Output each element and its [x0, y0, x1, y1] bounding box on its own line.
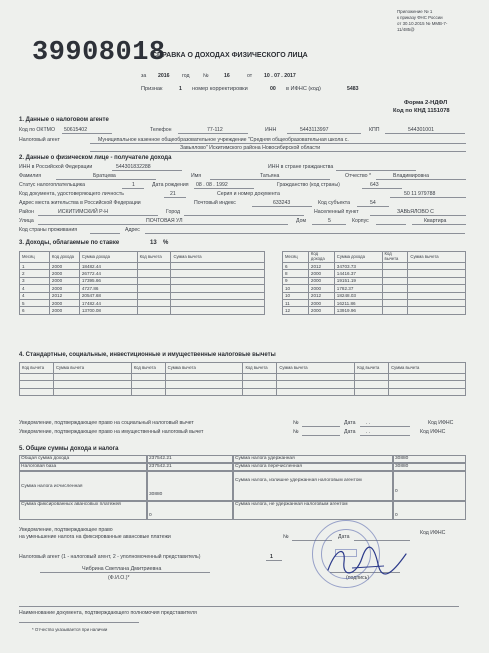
fixed-adv-value: 0 [147, 501, 233, 520]
cell-month: 10 [283, 285, 309, 292]
section1-heading: 1. Данные о налоговом агенте [19, 117, 109, 123]
notice-social-label: Уведомление, подтверждающее право на социальный налоговый вычет [19, 420, 194, 426]
section5-heading: 5. Общие суммы дохода и налога [19, 446, 119, 452]
tax-calc-value: 30880 [147, 471, 233, 501]
cell-month: 9 [283, 277, 309, 284]
birth-value: 08 . 08 . 1992 [196, 182, 228, 188]
authority-doc-label: Наименование документа, подтверждающего полномочия представителя [19, 610, 197, 616]
col-deduction-code: Код вычета [382, 252, 408, 263]
cell-sum: 4727.86 [79, 285, 137, 292]
cell-sum: 17395.66 [79, 277, 137, 284]
fixed-notice-line1: Уведомление, подтверждающее право [19, 527, 113, 533]
document-title: СПРАВКА О ДОХОДАХ ФИЗИЧЕСКОГО ЛИЦА [152, 52, 308, 59]
birth-label: Дата рождения [152, 182, 189, 188]
cell-month: 12 [283, 307, 309, 314]
year-prefix: за [141, 73, 147, 79]
cell-code: 2012 [308, 292, 334, 299]
country-label: Код страны проживания [19, 227, 78, 233]
cell-sum: 14416.37 [334, 270, 382, 277]
col-income-sum: Сумма дохода [79, 252, 137, 263]
street-label: Улица [19, 218, 34, 224]
section3-heading: 3. Доходы, облагаемые по ставке [19, 240, 120, 246]
status-label: Статус налогоплательщика [19, 182, 86, 188]
district-value: ИСКИТИМСКИЙ Р-Н [58, 209, 109, 215]
cell-code: 2000 [308, 299, 334, 306]
tax-withheld-value: 30880 [393, 455, 466, 463]
notice-property-label: Уведомление, подтверждающее право на имущественный налоговый вычет [19, 429, 204, 435]
table-row [283, 299, 466, 306]
table-row [20, 299, 265, 306]
cell-sum: 18482.44 [79, 263, 137, 270]
cell-code: 2000 [308, 270, 334, 277]
cell-sum: 17482.44 [79, 299, 137, 306]
cell-month: 3 [20, 277, 50, 284]
fixed-adv-label: Сумма фиксированных авансовых платежей [19, 501, 147, 520]
locality-value: ЗАВЬЯЛОВО С [397, 209, 434, 215]
number-value: 16 [224, 73, 230, 79]
appendix-line2: к приказу ФНС России [397, 15, 443, 20]
phone-label: Телефон [150, 127, 172, 133]
notice-property-num-label: № [293, 429, 299, 435]
cell-sum: 16211.86 [334, 299, 382, 306]
cell-month: 2 [20, 270, 50, 277]
total-income-value: 237542.21 [147, 455, 233, 463]
tax-withheld-label: Сумма налога удержанная [233, 455, 393, 463]
fio-caption: (Ф.И.О.)* [108, 575, 130, 581]
cell-code: 2000 [308, 277, 334, 284]
phone-value: 77-112 [207, 127, 223, 133]
fixed-notice-ifns-label: Код ИФНС [420, 530, 446, 536]
cell-month: 5 [20, 299, 50, 306]
locality-label: Населенный пункт [314, 209, 359, 215]
table-row [283, 277, 466, 284]
city-label: Город [166, 209, 181, 215]
cell-code: 2012 [49, 292, 79, 299]
section4-heading: 4. Стандартные, социальные, инвестиционные и имущественные налоговые вычеты [19, 352, 276, 358]
income-table-right [282, 251, 466, 315]
cell-code: 2000 [49, 263, 79, 270]
number-label: № [203, 73, 209, 79]
agent-inn-value: 5443113997 [300, 127, 329, 133]
doc-code-label: Код документа, удостоверяющего личность [19, 191, 124, 197]
col-month: Месяц [283, 252, 309, 263]
inn-rf-value: 544301832288 [116, 164, 151, 170]
fixed-notice-line2: на уменьшение налога на фиксированные авансовые платежи [19, 534, 171, 540]
cell-sum: 1782.37 [334, 285, 382, 292]
col-deduction-sum: Сумма вычета [277, 363, 355, 374]
col-income-sum: Сумма дохода [334, 252, 382, 263]
tax-not-withheld-value: 0 [393, 501, 466, 520]
zip-label: Почтовый индекс [194, 200, 236, 206]
cell-code: 2000 [49, 270, 79, 277]
signature-mark [322, 540, 412, 580]
table-row [20, 292, 265, 299]
street-value: ПОЧТОВАЯ УЛ [146, 218, 183, 224]
patronymic-label: Отчество * [345, 173, 372, 179]
cell-month: 10 [283, 292, 309, 299]
name-label: Имя [191, 173, 202, 179]
agent-type-label: Налоговый агент (1 - налоговый агент, 2 - уполномоченный представитель) [19, 554, 201, 560]
registration-number: 39908018 [32, 38, 166, 68]
table-row [283, 263, 466, 270]
col-deduction-code: Код вычета [131, 363, 165, 374]
col-deduction-sum: Сумма вычета [171, 252, 265, 263]
cell-sum: 20547.68 [79, 292, 137, 299]
cell-month: 8 [283, 270, 309, 277]
tax-calc-label: Сумма налога исчисленная [19, 471, 147, 501]
zip-value: 633243 [273, 200, 291, 206]
tax-base-label: Налоговая база [19, 463, 147, 471]
table-row [283, 270, 466, 277]
table-row [283, 307, 466, 314]
apartment-label: Квартира [424, 218, 447, 224]
country-address-label: Адрес [125, 227, 140, 233]
name-value: Татьяна [260, 173, 280, 179]
knd-label: Код по КНД 1151078 [393, 108, 450, 114]
agent-inn-label: ИНН [265, 127, 277, 133]
notice-property-date-label: Дата [344, 429, 356, 435]
notice-property-ifns-label: Код ИФНС [420, 429, 446, 435]
oktmo-label: Код по ОКТМО [19, 127, 55, 133]
col-deduction-sum: Сумма вычета [53, 363, 131, 374]
inn-foreign-label: ИНН в стране гражданства [268, 164, 334, 170]
tax-transferred-label: Сумма налога перечисленная [233, 463, 393, 471]
patronymic-value: Владимировна [393, 173, 430, 179]
date-value: 10 . 07 . 2017 [264, 73, 296, 79]
correction-value: 00 [270, 86, 276, 92]
table-row [20, 263, 265, 270]
cell-month: 4 [20, 285, 50, 292]
correction-label: номер корректировки [192, 86, 248, 92]
col-deduction-code: Код вычета [137, 252, 171, 263]
rate-value: 13 [150, 240, 157, 246]
table-row [20, 374, 466, 381]
table-row [20, 381, 466, 388]
kpp-label: КПП [369, 127, 380, 133]
col-income-code: Код дохода [308, 252, 334, 263]
cell-month: 11 [283, 299, 309, 306]
notice-social-date-label: Дата [344, 420, 356, 426]
notice-property-date-value: . . [366, 429, 371, 435]
cell-code: 2000 [49, 299, 79, 306]
house-label: Дом [296, 218, 307, 224]
fixed-notice-num-label: № [283, 534, 289, 540]
sign-label: Признак [141, 86, 163, 92]
cell-sum: 34703.73 [334, 263, 382, 270]
total-income-label: Общая сумма дохода [19, 455, 147, 463]
table-row [20, 307, 265, 314]
section2-heading: 2. Данные о физическом лице - получателе дохода [19, 155, 172, 161]
col-income-code: Код дохода [49, 252, 79, 263]
appendix-line1: Приложение № 1 [397, 9, 433, 14]
appendix-line3: от 30.10.2015 № ММВ-7- [397, 21, 448, 26]
status-value: 1 [132, 182, 135, 188]
appendix-line4: 11/485@ [397, 27, 415, 32]
doc-code-value: 21 [170, 191, 176, 197]
table-row [20, 277, 265, 284]
cell-sum: 26772.44 [79, 270, 137, 277]
series-value: 50 11 979788 [404, 191, 436, 197]
cell-code: 2000 [49, 277, 79, 284]
table-row [283, 285, 466, 292]
cell-sum: 18248.03 [334, 292, 382, 299]
notice-social-num-label: № [293, 420, 299, 426]
income-table-left [19, 251, 265, 315]
cell-sum: 13919.96 [334, 307, 382, 314]
inn-rf-label: ИНН в Российской Федерации [19, 164, 93, 170]
notice-social-ifns-label: Код ИФНС [428, 420, 454, 426]
cell-code: 2000 [49, 307, 79, 314]
cell-code: 2000 [308, 307, 334, 314]
year-value: 2016 [158, 73, 170, 79]
deductions-table [19, 362, 466, 396]
col-deduction-sum: Сумма вычета [389, 363, 466, 374]
col-deduction-sum: Сумма вычета [165, 363, 243, 374]
col-deduction-code: Код вычета [243, 363, 277, 374]
cell-code: 2000 [308, 285, 334, 292]
cell-month: 1 [20, 263, 50, 270]
oktmo-value: 50615402 [64, 127, 88, 133]
tax-transferred-value: 30880 [393, 463, 466, 471]
table-row [20, 270, 265, 277]
cell-month: 6 [283, 263, 309, 270]
surname-value: Братцева [93, 173, 116, 179]
cell-month: 6 [20, 307, 50, 314]
region-code-label: Код субъекта [318, 200, 350, 206]
patronymic-note: * Отчество указывается при наличии [32, 627, 108, 632]
cell-code: 2000 [49, 285, 79, 292]
fixed-notice-date-label: Дата [338, 534, 350, 540]
house-value: 5 [328, 218, 331, 224]
cell-month: 4 [20, 292, 50, 299]
col-deduction-code: Код вычета [355, 363, 389, 374]
sign-value: 1 [179, 86, 182, 92]
tax-excess-label: Сумма налога, излишне удержанная налоговым агентом [233, 471, 393, 501]
signature-caption: (подпись) [346, 575, 370, 581]
notice-social-date-value: . . [366, 420, 371, 426]
ifns-value: 5483 [347, 86, 359, 92]
tax-not-withheld-label: Сумма налога, не удержанная налоговым агентом [233, 501, 393, 520]
ifns-label: в ИФНС (код) [286, 86, 321, 92]
citizenship-value: 643 [370, 182, 379, 188]
from-label: от [247, 73, 253, 79]
table-row [283, 292, 466, 299]
agent-name-line2: Завьялово" Искитимского района Новосибирской области [180, 145, 321, 151]
tax-excess-value: 0 [393, 471, 466, 501]
table-row [20, 285, 265, 292]
district-label: Район [19, 209, 34, 215]
rate-percent: % [163, 240, 169, 246]
agent-type-value: 1 [270, 554, 273, 560]
address-label: Адрес места жительства в Российской Федерации [19, 200, 141, 206]
kpp-value: 544301001 [408, 127, 434, 133]
agent-label: Налоговый агент [19, 137, 60, 143]
series-label: Серия и номер документа [217, 191, 280, 197]
form-label: Форма 2-НДФЛ [404, 100, 448, 106]
cell-code: 2012 [308, 263, 334, 270]
signer-name: Чибрина Светлана Дмитриевна [82, 566, 162, 572]
col-deduction-sum: Сумма вычета [408, 252, 466, 263]
building-label: Корпус [352, 218, 369, 224]
tax-base-value: 237542.21 [147, 463, 233, 471]
cell-sum: 13700.08 [79, 307, 137, 314]
col-deduction-code: Код вычета [20, 363, 54, 374]
region-code-value: 54 [370, 200, 376, 206]
citizenship-label: Гражданство (код страны) [277, 182, 340, 188]
cell-sum: 19151.19 [334, 277, 382, 284]
surname-label: Фамилия [19, 173, 42, 179]
table-row [20, 388, 466, 395]
agent-name-line1: Муниципальное казенное общеобразовательное учреждение "Средняя общеобразовательная школа с. [98, 137, 349, 143]
col-month: Месяц [20, 252, 50, 263]
year-word: год [182, 73, 190, 79]
